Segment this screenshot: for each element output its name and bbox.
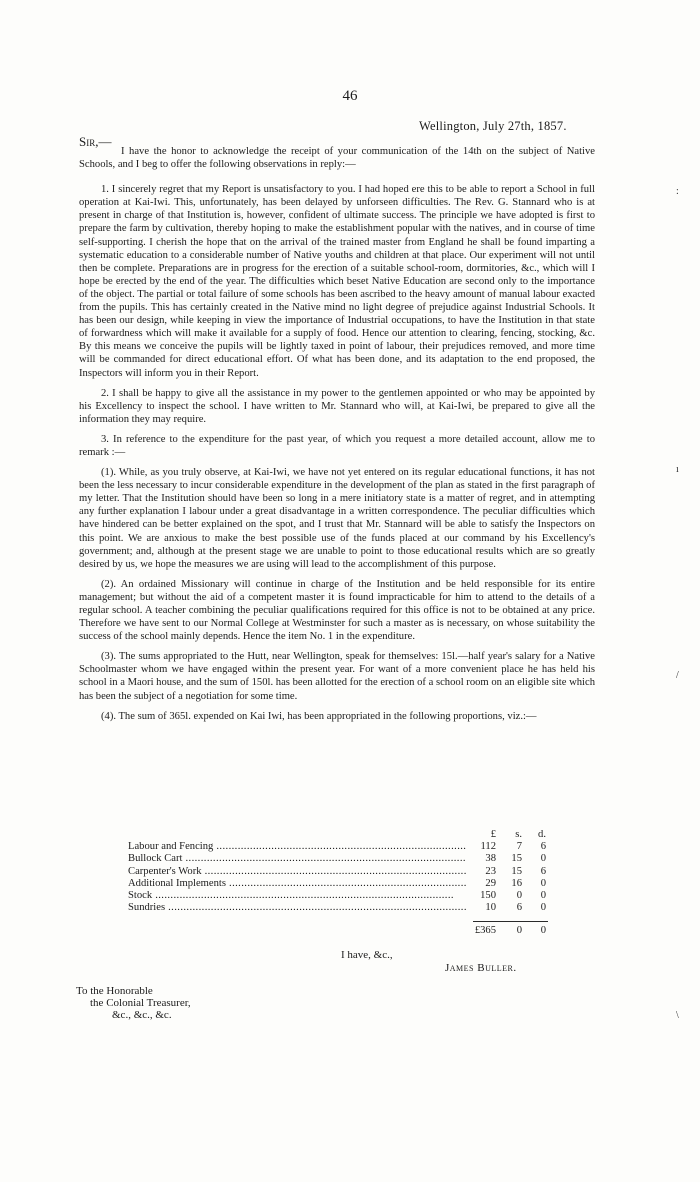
paragraph-2: 2. I shall be happy to give all the assistance in my power to the gentlemen appointed or who may be appointed by his Excellency to inspect the school. I have written to Mr. Stannard who will, at Kai-Iwi, be prepared to give all the information they may require. [79,387,595,425]
expenditure-row [128,866,548,878]
row-pence: 0 [540,889,546,901]
header-pence: d. [538,829,546,840]
total-pence: 0 [540,925,546,937]
header-shillings: s. [515,829,522,840]
closing: I have, &c., [341,949,393,961]
expenditure-row [128,841,548,853]
margin-mark: \ [676,1010,679,1021]
paragraph-3: 3. In reference to the expenditure for the past year, of which you request a more detailed account, allow me to remark :— [79,433,595,458]
row-shillings: 0 [516,889,522,901]
row-pounds: 23 [485,865,496,877]
total-rule [473,921,548,922]
header-pounds: £ [490,829,496,840]
signature: James Buller. [445,962,517,974]
opening-paragraph: I have the honor to acknowledge the receipt of your communication of the 14th on the subject of Native Schools, and I beg to offer the following observations in reply:— [79,146,595,171]
row-pence: 6 [540,841,546,853]
row-pounds: 29 [485,877,496,889]
salutation: Sir,— [79,134,112,149]
addressee-line-2: the Colonial Treasurer, [90,997,191,1009]
expenditure-row [128,878,548,890]
expenditure-row [128,902,548,914]
row-pence: 6 [540,865,546,877]
row-label: Bullock Cart ..... [128,853,466,864]
margin-mark: / [676,670,679,681]
total-pounds: £365 [474,925,496,937]
row-pence: 0 [540,902,546,914]
row-pence: 0 [540,853,546,865]
paragraph-1: 1. I sincerely regret that my Report is unsatisfactory to you. I had hoped ere this to be able to report a School in full operation at Kai-Iwi. This, unfortunately, has been delayed by unforseen difficulties. The Rev. G. Stannard who is at present in charge of that Institution is, however, confident of ultimate success. The principle we have adopted is first to prepare the farm by cultivation, thereby hoping to make the establishment popular with the natives, and in course of time self-supporting. I cherish the hope that on the arrival of the trained master from England he shall be found imparting a systematic education to a considerable number of Native youths and children at that place. Our experiment will not until then be complete. Preparations are in progress for the erection of a suitable school-room, dormitories, &c., which will I hope be erected by the end of the year. The difficulties which beset Native Education are second only to the importance of the object. The partial or total failure of some schools has been ascribed to the heavy amount of manual labour exacted from the pupils. This has certainly created in the Native mind no light degree of prejudice against Industrial Schools. It has been our design, while keeping in view the importance of Industrial occupations, to have the Institution in that state of forwardness which will make it available for a supply of food. Hence our attention to clearing, fencing, stocking, &c. By this means we conceive the pupils will be lightly taxed in point of labour, their prejudices removed, and more time will be commanded for direct educational effort. Of what has been done, and its adaptation to the end proposed, the Inspectors will inform you in their Report. [79,184,595,379]
expenditure-row [128,890,548,902]
page-number: 46 [342,88,358,104]
place-date: Wellington, July 27th, 1857. [419,119,567,133]
expenditure-header [128,829,548,841]
addressee-line-3: &c., &c., &c. [112,1009,172,1021]
row-pounds: 150 [480,889,496,901]
row-label: Stock ..... [128,890,466,901]
row-label: Additional Implements ..... [128,878,466,889]
paragraph-3-1: (1). While, as you truly observe, at Kai-Iwi, we have not yet entered on its regular educational functions, it has not been the less necessary to incur considerable expenditure in the development of the plan as stated in the first paragraph of my letter. That the Institution should have been so long in a mere initiatory state is a matter of regret, and in attempting any further explanation I labour under a great disadvantage in a written correspondence. The peculiar difficulties which have hindered can be better explained on the spot, and I trust that Mr. Stannard will be able to satisfy the Inspectors on this point. We are anxious to make the best possible use of the funds placed at our command by his Excellency's government; and, although at the present stage we are unable to point to those educational results which are so greatly desired by us, we hope the measures we are using will lead to the accomplishment of this purpose. [79,467,595,570]
row-shillings: 16 [511,877,522,889]
expenditure-table [128,829,548,938]
row-pounds: 10 [485,902,496,914]
expenditure-row [128,853,548,865]
paragraph-3-2: (2). An ordained Missionary will continue in charge of the Institution and be held responsible for its entire management; but without the aid of a competent master it is found impracticable for him to attend to the details of a regular school. A teacher combining the peculiar qualifications required for this office is not to be obtained at any price. Therefore we have sent to our Normal College at Westminster for such a master as is necessary, on whose suitability the success of the school mainly depends. Hence the item No. 1 in the expenditure. [79,578,595,643]
row-pounds: 112 [480,841,496,853]
margin-mark: ı [676,464,679,475]
row-label: Sundries ..... [128,902,466,913]
row-pounds: 38 [485,853,496,865]
margin-mark: : [676,186,679,197]
row-shillings: 7 [516,841,522,853]
row-shillings: 6 [516,902,522,914]
expenditure-total [128,925,548,937]
row-shillings: 15 [511,853,522,865]
total-shillings: 0 [516,925,522,937]
paragraph-3-4: (4). The sum of 365l. expended on Kai Iwi, has been appropriated in the following proportions, viz.:— [101,710,537,722]
row-pence: 0 [540,877,546,889]
paragraph-3-3: (3). The sums appropriated to the Hutt, near Wellington, speak for themselves: 15l.—half year's salary for a Native Schoolmaster whom we have engaged within the present year. For want of a more convenient place he has held his school in a Maori house, and the sum of 150l. has been allotted for the erection of a school room on an eligible site which has been the subject of a negotiation for some time. [79,651,595,702]
row-label: Labour and Fencing ..... [128,841,466,852]
row-shillings: 15 [511,865,522,877]
row-label: Carpenter's Work ..... [128,866,466,877]
addressee [76,985,191,1021]
addressee-line-1: To the Honorable [76,985,153,997]
letter-body [79,145,595,730]
